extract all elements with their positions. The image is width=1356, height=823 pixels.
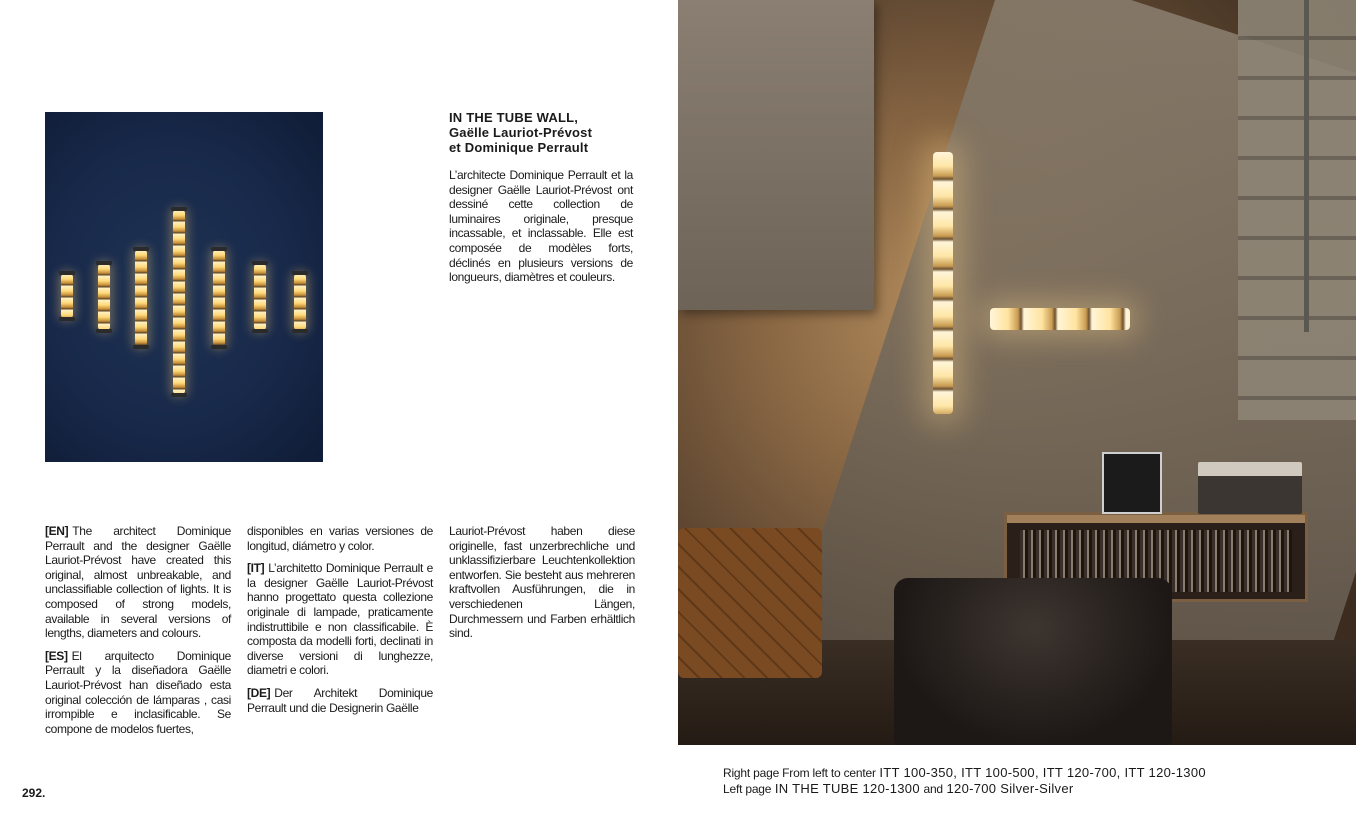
text-en: The architect Dominique Perrault and the designer Gaëlle Lauriot-Prévost have created this original, almost unbreakable, and unclassifiable collection of lights. It is composed of strong models, available in several versions of lengths, diameters and colours. [45,524,231,641]
paragraph-de-continued: Lauriot-Prévost haben diese originelle, fast unzerbrechliche und unklassifizierbare Leuchtenkollektion entworfen. Sie besteht aus mehreren kraftvollen Ausführungen, die in verschiedenen Längen, Durchmessern und Farben erhältlich sind. [449,524,635,641]
product-title [449,110,649,155]
text-column-1 [45,524,231,744]
text-it: L’architetto Dominique Perrault e la designer Gaëlle Lauriot-Prévost hanno progettato questa collezione originale di lampade, praticamente indistruttibile e non classificabile. È composta da modelli forti, declinati in diverse versioni di lunghezze, diametri e colori. [247,561,433,678]
turntable-icon [1198,462,1302,514]
text-de: Der Architekt Dominique Perrault und die Designerin Gaëlle [247,685,433,715]
lamp-tube-icon [254,264,266,330]
lamp-tube-icon [213,250,225,346]
caption-left-page-prefix: Left page [723,782,772,796]
caption-line-1 [723,765,1206,781]
paragraph-es-continued: disponibles en varias versiones de longitud, diámetro y color. [247,524,433,553]
intro-french: L’architecte Dominique Perrault et la designer Gaëlle Lauriot-Prévost ont dessiné cette collection de luminaires originale, presque incassable, et inclassable. Elle est composée de modèles forts, déclinés en plusieurs versions de longueurs, diamètres et couleurs. [449,168,633,285]
horizontal-lamp-icon [990,308,1130,330]
leather-chair [678,528,822,678]
vertical-lamp-icon [933,152,953,414]
room-interior-photo [678,0,1356,745]
framed-picture [1102,452,1162,514]
stair-railing [1304,0,1309,332]
paragraph-it [247,561,433,678]
photo-caption [723,765,1206,797]
lamp-tube-icon [61,274,73,318]
caption-left-page-model-1: IN THE TUBE 120-1300 [774,781,920,796]
paragraph-en [45,524,231,641]
caption-right-page-prefix: Right page From left to center [723,766,876,780]
caption-right-page-models: ITT 100-350, ITT 100-500, ITT 120-700, ITT 120-1300 [879,765,1206,780]
title-line-1: IN THE TUBE WALL, [449,110,579,125]
lang-tag-es: [ES] [45,648,68,663]
lamp-tube-icon [173,210,185,394]
staircase [1238,0,1356,420]
paragraph-de [247,686,433,715]
lang-tag-en: [EN] [45,524,69,538]
text-es: El arquitecto Dominique Perrault y la diseñadora Gaëlle Lauriot-Prévost han diseñado esta original colección de lámparas , casi irrompible e inclasificable. Se compone de modelos fuertes, [45,648,231,736]
caption-line-2 [723,781,1206,797]
title-line-2: Gaëlle Lauriot-Prévost [449,125,593,140]
text-column-2 [247,524,433,723]
lang-tag-it: [IT] [247,561,265,576]
wall-lamps-product-photo [45,112,323,462]
lamp-tube-icon [135,250,147,346]
wall-canvas-artwork [678,0,874,310]
lamp-tube-icon [98,264,110,330]
lang-tag-de: [DE] [247,685,271,700]
text-column-3 [449,524,635,649]
lamp-tube-icon [294,274,306,330]
caption-and: and [923,782,943,796]
leather-sofa [894,578,1172,745]
title-line-3: et Dominique Perrault [449,140,589,155]
caption-left-page-model-2: 120-700 Silver-Silver [946,781,1074,796]
page-number: 292. [22,786,46,800]
paragraph-es [45,649,231,737]
